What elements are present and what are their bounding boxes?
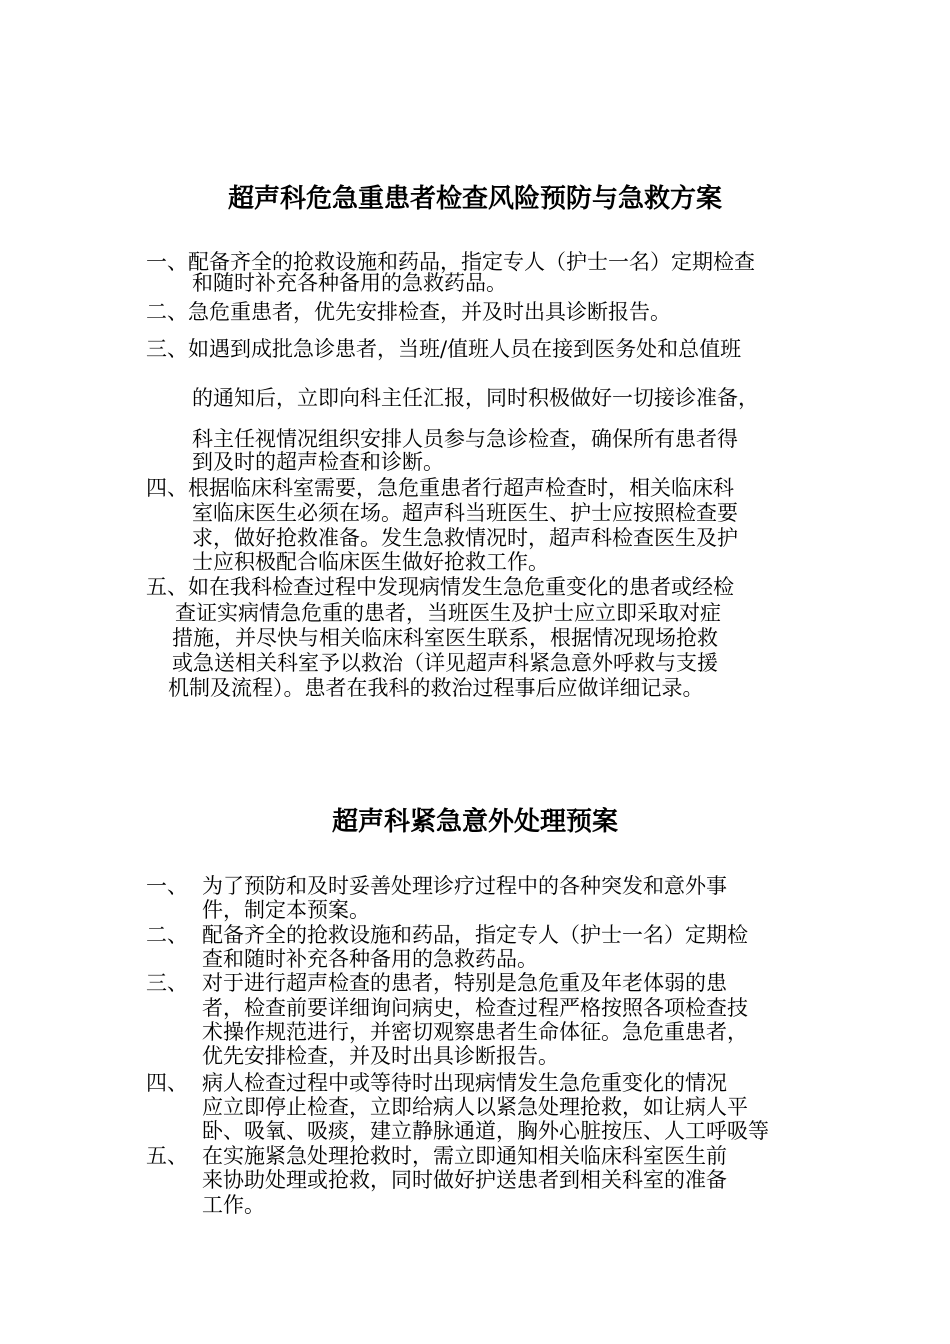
section1-line: 和随时补充各种备用的急救药品。 (192, 271, 507, 295)
section2-line: 应立即停止检查，立即给病人以紧急处理抢救，如让病人平 (202, 1095, 748, 1119)
section2-line: 为了预防和及时妥善处理诊疗过程中的各种突发和意外事 (202, 874, 727, 898)
section2-number: 五、 (146, 1144, 188, 1168)
section1-line: 三、如遇到成批急诊患者，当班/值班人员在接到医务处和总值班 (146, 337, 742, 361)
section1-line: 四、根据临床科室需要，急危重患者行超声检查时，相关临床科 (146, 476, 734, 500)
section2-line: 病人检查过程中或等待时出现病情发生急危重变化的情况 (202, 1071, 727, 1095)
section1-line: 五、如在我科检查过程中发现病情发生急危重变化的患者或经检 (146, 575, 734, 599)
section1-line: 二、急危重患者，优先安排检查，并及时出具诊断报告。 (146, 300, 671, 324)
section1-line: 室临床医生必须在场。超声科当班医生、护士应按照检查要 (192, 501, 738, 525)
section1-line: 一、配备齐全的抢救设施和药品，指定专人（护士一名）定期检查 (146, 250, 755, 274)
section2-line: 查和随时补充各种备用的急救药品。 (202, 947, 538, 971)
section2-line: 术操作规范进行，并密切观察患者生命体征。急危重患者， (202, 1020, 748, 1044)
section2-line: 优先安排检查，并及时出具诊断报告。 (202, 1044, 559, 1068)
section1-line: 求，做好抢救准备。发生急救情况时，超声科检查医生及护 (192, 526, 738, 550)
section1-line: 机制及流程）。患者在我科的救治过程事后应做详细记录。 (168, 676, 704, 700)
section1-line: 的通知后，立即向科主任汇报，同时积极做好一切接诊准备， (192, 386, 759, 410)
section1-line: 或急送相关科室予以救治（详见超声科紧急意外呼救与支援 (172, 651, 718, 675)
section1-line: 到及时的超声检查和诊断。 (192, 450, 444, 474)
section2-line: 来协助处理或抢救，同时做好护送患者到相关科室的准备 (202, 1168, 727, 1192)
section1-line: 科主任视情况组织安排人员参与急诊检查，确保所有患者得 (192, 427, 738, 451)
section1-line: 措施，并尽快与相关临床科室医生联系，根据情况现场抢救 (172, 626, 718, 650)
section2-line: 配备齐全的抢救设施和药品，指定专人（护士一名）定期检 (202, 923, 748, 947)
section2-number: 三、 (146, 971, 188, 995)
section2-number: 二、 (146, 923, 188, 947)
section2-line: 工作。 (202, 1193, 265, 1217)
section2-number: 四、 (146, 1071, 188, 1095)
section1-line: 查证实病情急危重的患者，当班医生及护士应立即采取对症 (175, 601, 721, 625)
section2-line: 件，制定本预案。 (202, 898, 370, 922)
section2-line: 对于进行超声检查的患者，特别是急危重及年老体弱的患 (202, 971, 727, 995)
section2-line: 者，检查前要详细询问病史，检查过程严格按照各项检查技 (202, 996, 748, 1020)
section2-line: 卧、吸氧、吸痰，建立静脉通道，胸外心脏按压、人工呼吸等 (202, 1119, 769, 1143)
section1-title: 超声科危急重患者检查风险预防与急救方案 (227, 184, 722, 214)
section1-line: 士应积极配合临床医生做好抢救工作。 (192, 550, 549, 574)
section2-title: 超声科紧急意外处理预案 (331, 807, 618, 837)
section2-line: 在实施紧急处理抢救时，需立即通知相关临床科室医生前 (202, 1144, 727, 1168)
section2-number: 一、 (146, 874, 188, 898)
